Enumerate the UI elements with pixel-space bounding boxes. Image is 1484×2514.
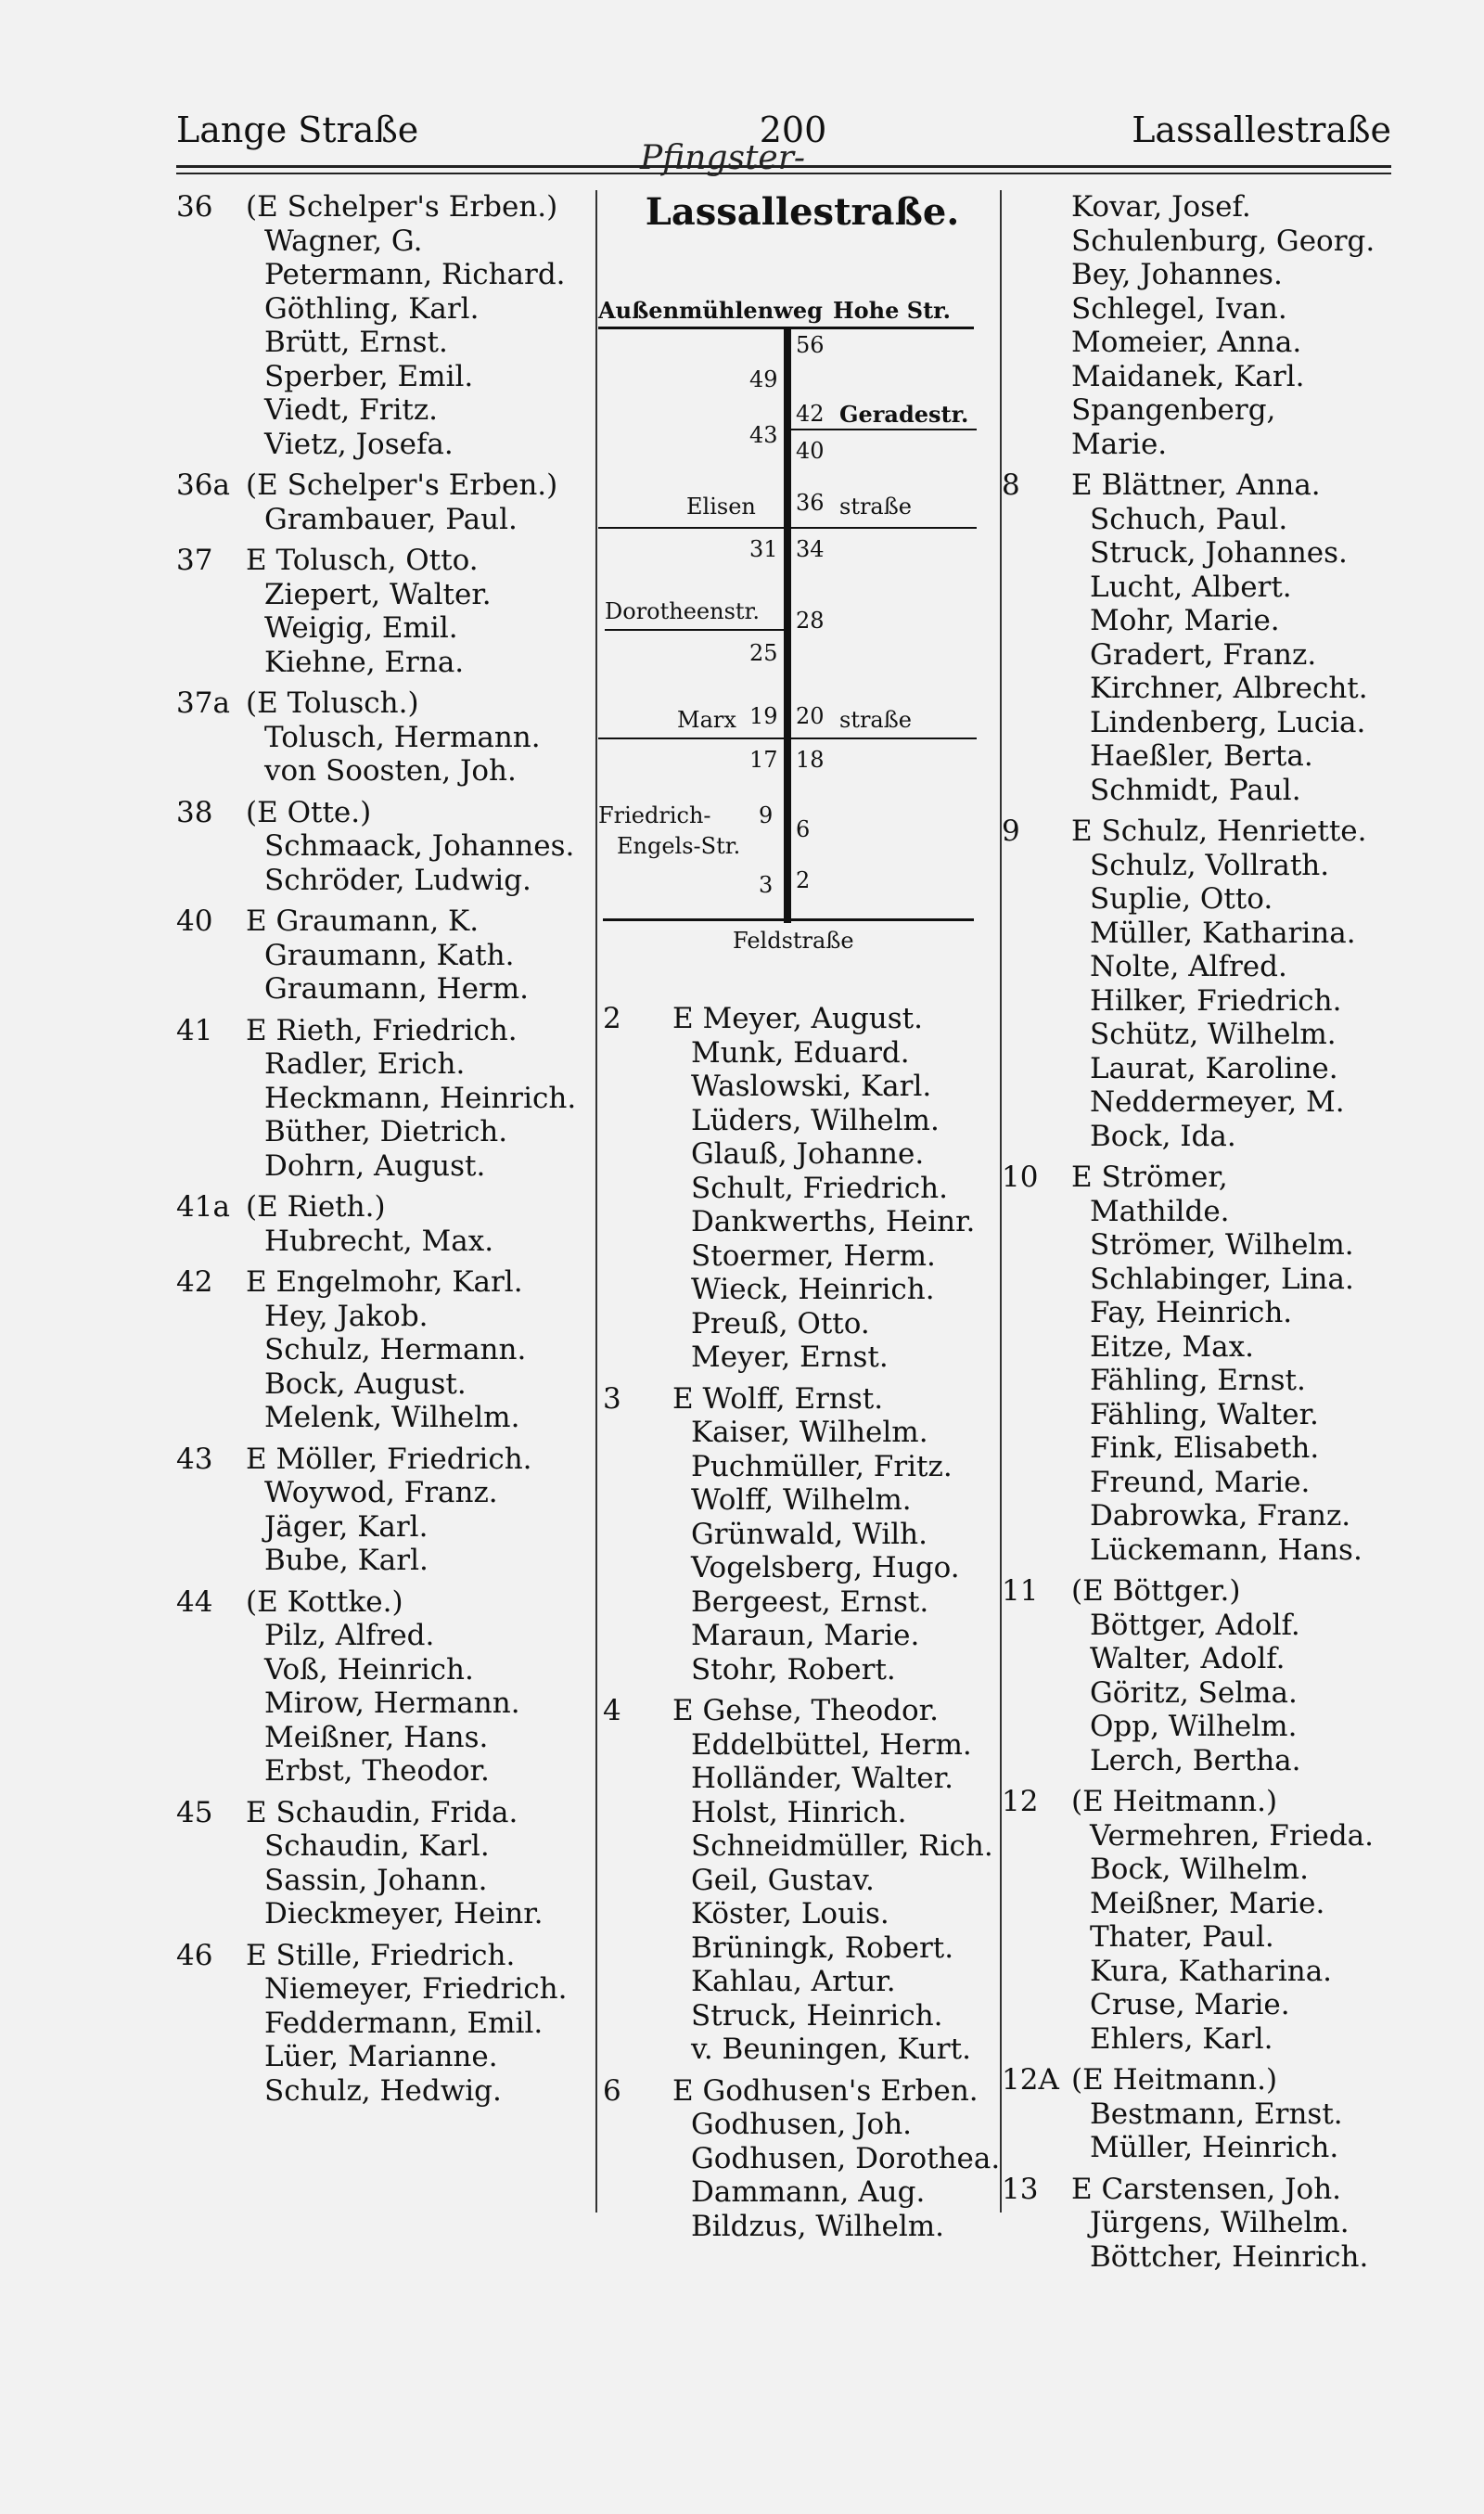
resident-line: Mirow, Hermann.	[264, 1687, 520, 1720]
house-entry	[176, 1443, 584, 1578]
owner-line: E Meyer, August.	[672, 1002, 923, 1035]
owner-line: (E Heitmann.)	[1071, 1785, 1278, 1818]
resident-line: Munk, Eduard.	[691, 1035, 910, 1070]
resident-line: Puchmüller, Fritz.	[691, 1449, 953, 1483]
resident-line: Stoermer, Herm.	[691, 1238, 936, 1273]
resident-line: Preuß, Otto.	[691, 1306, 870, 1340]
diagram-label-feldstrasse: Feldstraße	[733, 928, 854, 954]
resident-line: Dankwerths, Heinr.	[691, 1205, 976, 1238]
diagram-cross-line	[598, 527, 977, 529]
diagram-main-street	[784, 329, 791, 923]
resident-line: Momeier, Anna.	[1071, 326, 1302, 359]
resident-line: Schlegel, Ivan.	[1071, 291, 1287, 326]
house-entry	[176, 1014, 584, 1184]
diagram-number: 9	[759, 802, 774, 828]
house-number: 4	[603, 1694, 621, 1727]
house-entry	[1002, 1785, 1410, 2056]
resident-line: Opp, Wilhelm.	[1090, 1710, 1298, 1743]
resident-line: Woywod, Franz.	[264, 1476, 498, 1509]
house-entry	[603, 1002, 1002, 1375]
owner-line: (E Rieth.)	[246, 1190, 386, 1224]
resident-line: Schmaack, Johannes.	[264, 829, 575, 863]
diagram-cross-line	[605, 629, 784, 631]
house-entry	[176, 686, 584, 789]
resident-line: Köster, Louis.	[691, 1897, 889, 1930]
resident-line: Schlabinger, Lina.	[1090, 1262, 1354, 1296]
resident-line: Kahlau, Artur.	[691, 1965, 896, 1998]
resident-line: Göritz, Selma.	[1090, 1675, 1298, 1710]
resident-line: Hilker, Friedrich.	[1090, 983, 1342, 1018]
diagram-label-aussenmuehlenweg: Außenmühlenweg	[598, 297, 823, 324]
house-entry	[176, 544, 584, 679]
resident-line: Bock, Ida.	[1090, 1119, 1236, 1153]
resident-line: Radler, Erich.	[264, 1047, 466, 1081]
house-entry	[1002, 190, 1410, 461]
resident-line: Bube, Karl.	[264, 1544, 429, 1577]
resident-line: Maraun, Marie.	[691, 1619, 920, 1652]
owner-line: E Blättner, Anna.	[1071, 468, 1321, 502]
house-number: 36a	[176, 468, 230, 502]
owner-line: E Engelmohr, Karl.	[246, 1265, 523, 1299]
resident-line: Wagner, G.	[264, 224, 423, 258]
resident-line: Jäger, Karl.	[264, 1509, 429, 1544]
resident-line: Bergeest, Ernst.	[691, 1584, 929, 1619]
resident-line: Kiehne, Erna.	[264, 645, 465, 679]
diagram-number: 34	[796, 536, 825, 562]
house-entry	[176, 1190, 584, 1258]
house-number: 12	[1002, 1785, 1039, 1818]
resident-line: Eddelbüttel, Herm.	[691, 1727, 972, 1762]
resident-line: Hey, Jakob.	[264, 1299, 429, 1333]
resident-line: Meißner, Hans.	[264, 1720, 489, 1754]
house-number: 37	[176, 544, 213, 577]
resident-line: Dammann, Aug.	[691, 2175, 926, 2209]
house-entry	[176, 904, 584, 1007]
street-diagram	[594, 278, 1002, 983]
resident-line: Lüer, Marianne.	[264, 2040, 498, 2073]
owner-line: (E Heitmann.)	[1071, 2063, 1278, 2097]
column-middle	[603, 1002, 1002, 2251]
diagram-label-marx: Marx	[677, 707, 736, 733]
house-number: 38	[176, 795, 213, 829]
resident-line: Brütt, Ernst.	[264, 326, 448, 359]
resident-line: Viedt, Fritz.	[264, 393, 438, 427]
diagram-number: 40	[796, 438, 825, 464]
resident-line: Petermann, Richard.	[264, 258, 566, 291]
resident-line: Fay, Heinrich.	[1090, 1296, 1293, 1329]
resident-line: Bildzus, Wilhelm.	[691, 2209, 944, 2243]
owner-line: E Godhusen's Erben.	[672, 2073, 979, 2108]
house-number: 13	[1002, 2172, 1039, 2206]
resident-line: Dohrn, August.	[264, 1148, 486, 1183]
resident-line: Wolff, Wilhelm.	[691, 1483, 912, 1517]
owner-line: (E Otte.)	[246, 795, 372, 829]
resident-line: Schulz, Hedwig.	[264, 2073, 502, 2108]
diagram-number: 25	[749, 640, 778, 666]
resident-line: Erbst, Theodor.	[264, 1754, 490, 1788]
resident-line: Schaudin, Karl.	[264, 1829, 490, 1863]
resident-line: Maidanek, Karl.	[1071, 359, 1305, 393]
house-entry	[176, 1796, 584, 1931]
owner-line: E Stille, Friedrich.	[246, 1938, 516, 1972]
resident-line: Mohr, Marie.	[1090, 604, 1280, 637]
resident-line: Marie.	[1071, 427, 1168, 461]
resident-line: Waslowski, Karl.	[691, 1070, 932, 1103]
resident-line: Lückemann, Hans.	[1090, 1533, 1362, 1567]
diagram-number: 43	[749, 422, 778, 448]
diagram-number: 18	[796, 747, 825, 773]
owner-line: (E Schelper's Erben.)	[246, 190, 558, 224]
house-number: 40	[176, 904, 213, 938]
resident-line: Schulenburg, Georg.	[1071, 224, 1375, 258]
handwritten-annotation: Pfingster-	[640, 139, 806, 177]
owner-line: E Carstensen, Joh.	[1071, 2172, 1342, 2206]
resident-line: Godhusen, Dorothea.	[691, 2141, 1001, 2175]
house-number: 45	[176, 1795, 213, 1829]
owner-line: (E Böttger.)	[1071, 1574, 1241, 1608]
house-number: 43	[176, 1442, 213, 1476]
resident-line: Wieck, Heinrich.	[691, 1273, 935, 1306]
house-entry	[176, 468, 584, 536]
resident-line: Kirchner, Albrecht.	[1090, 672, 1368, 705]
resident-line: Bey, Johannes.	[1071, 258, 1283, 291]
owner-line: E Gehse, Theodor.	[672, 1694, 939, 1727]
house-entry	[1002, 2173, 1410, 2275]
owner-line: E Möller, Friedrich.	[246, 1442, 532, 1476]
diagram-number: 31	[749, 536, 778, 562]
resident-line: Melenk, Wilhelm.	[264, 1401, 520, 1434]
resident-line: Ziepert, Walter.	[264, 577, 492, 611]
resident-line: Sassin, Johann.	[264, 1863, 488, 1897]
diagram-number: 3	[759, 872, 774, 898]
house-number: 46	[176, 1938, 213, 1972]
resident-line: Fähling, Ernst.	[1090, 1364, 1306, 1397]
resident-line: Graumann, Herm.	[264, 972, 529, 1006]
page-number: 200	[759, 109, 827, 150]
diagram-number: 17	[749, 747, 778, 773]
resident-line: Strömer, Wilhelm.	[1090, 1228, 1354, 1262]
resident-line: Mathilde.	[1090, 1194, 1230, 1228]
diagram-number: 28	[796, 608, 825, 634]
resident-line: Lucht, Albert.	[1090, 570, 1292, 604]
resident-line: Vermehren, Frieda.	[1090, 1818, 1375, 1853]
resident-line: Schröder, Ludwig.	[264, 863, 531, 897]
resident-line: Haeßler, Berta.	[1090, 739, 1313, 773]
diagram-cross-line	[791, 429, 977, 430]
resident-line: Büther, Dietrich.	[264, 1115, 508, 1148]
house-number: 2	[603, 1002, 621, 1035]
resident-line: Suplie, Otto.	[1090, 882, 1273, 916]
resident-line: Bock, August.	[264, 1366, 467, 1401]
resident-line: Eitze, Max.	[1090, 1329, 1254, 1364]
house-entry	[1002, 468, 1410, 807]
resident-line: Holst, Hinrich.	[691, 1795, 907, 1829]
resident-line: Nolte, Alfred.	[1090, 950, 1287, 983]
resident-line: Cruse, Marie.	[1090, 1988, 1290, 2021]
house-entry	[176, 1939, 584, 2109]
diagram-label-engels-str: Engels-Str.	[617, 833, 741, 859]
resident-line: Sperber, Emil.	[264, 359, 474, 393]
diagram-label-hohe-str: Hohe Str.	[833, 297, 951, 324]
resident-line: Böttcher, Heinrich.	[1090, 2239, 1369, 2274]
house-entry	[1002, 1574, 1410, 1777]
resident-line: Kura, Katharina.	[1090, 1954, 1333, 1988]
house-entry	[1002, 814, 1410, 1153]
owner-line: E Strömer,	[1071, 1161, 1228, 1194]
house-entry	[603, 1694, 1002, 2067]
house-entry	[603, 2074, 1002, 2244]
resident-line: Gradert, Franz.	[1090, 637, 1317, 672]
house-number: 41a	[176, 1190, 230, 1224]
resident-line: Jürgens, Wilhelm.	[1090, 2206, 1350, 2239]
resident-line: Holländer, Walter.	[691, 1762, 953, 1795]
resident-line: Böttger, Adolf.	[1090, 1608, 1300, 1642]
resident-line: Schmidt, Paul.	[1090, 773, 1301, 807]
street-title: Lassallestraße.	[645, 190, 960, 234]
resident-line: Dieckmeyer, Heinr.	[264, 1897, 544, 1930]
resident-line: Brüningk, Robert.	[691, 1930, 954, 1965]
resident-line: Kaiser, Wilhelm.	[691, 1416, 928, 1449]
resident-line: Müller, Katharina.	[1090, 916, 1356, 950]
resident-line: Voß, Heinrich.	[264, 1652, 474, 1687]
resident-line: Glauß, Johanne.	[691, 1137, 925, 1171]
resident-line: Schulz, Hermann.	[264, 1333, 527, 1366]
header-left-street: Lange Straße	[176, 109, 419, 150]
owner-line: E Wolff, Ernst.	[672, 1381, 884, 1416]
resident-line: Vogelsberg, Hugo.	[691, 1551, 960, 1584]
diagram-number: 2	[796, 867, 811, 893]
owner-line: E Rieth, Friedrich.	[246, 1013, 518, 1047]
resident-line: Pilz, Alfred.	[264, 1619, 435, 1652]
resident-line: Fähling, Walter.	[1090, 1397, 1319, 1431]
diagram-label-friedrich: Friedrich-	[598, 802, 711, 828]
house-entry	[176, 1585, 584, 1789]
house-number: 12A	[1002, 2063, 1059, 2097]
diagram-number: 42	[796, 401, 825, 427]
resident-line: Göthling, Karl.	[264, 291, 480, 326]
house-number: 44	[176, 1584, 213, 1619]
diagram-label-dorotheenstr: Dorotheenstr.	[605, 598, 761, 624]
column-left	[176, 190, 584, 2115]
column-right	[1002, 190, 1410, 2281]
resident-line: Feddermann, Emil.	[264, 2006, 544, 2040]
diagram-label-geradestr: Geradestr.	[839, 401, 969, 428]
resident-line: Bestmann, Ernst.	[1090, 2097, 1343, 2131]
resident-line: Müller, Heinrich.	[1090, 2131, 1339, 2164]
house-number: 42	[176, 1265, 213, 1299]
owner-line: E Graumann, K.	[246, 904, 480, 938]
house-number: 37a	[176, 686, 230, 720]
resident-line: Stohr, Robert.	[691, 1652, 896, 1687]
diagram-label-elisen: Elisen	[686, 494, 756, 519]
resident-line: Niemeyer, Friedrich.	[264, 1972, 568, 2006]
header-right-street: Lassallestraße	[1132, 109, 1391, 150]
diagram-number: 20	[796, 703, 825, 729]
house-number: 41	[176, 1013, 213, 1047]
house-number: 9	[1002, 814, 1020, 848]
owner-line: (E Tolusch.)	[246, 686, 419, 720]
owner-line: E Schaudin, Frida.	[246, 1795, 518, 1829]
house-number: 3	[603, 1381, 621, 1416]
resident-line: Hubrecht, Max.	[264, 1224, 494, 1258]
resident-line: Heckmann, Heinrich.	[264, 1081, 577, 1115]
resident-line: Godhusen, Joh.	[691, 2108, 913, 2141]
diagram-label-strasse: straße	[839, 494, 912, 519]
resident-line: Bock, Wilhelm.	[1090, 1853, 1309, 1886]
resident-line: Graumann, Kath.	[264, 938, 515, 972]
diagram-cross-line	[603, 918, 974, 921]
resident-line: Neddermeyer, M.	[1090, 1085, 1345, 1119]
resident-line: Vietz, Josefa.	[264, 427, 454, 461]
resident-line: v. Beuningen, Kurt.	[691, 2033, 971, 2066]
resident-line: Lüders, Wilhelm.	[691, 1103, 940, 1137]
diagram-label-strasse: straße	[839, 707, 912, 733]
diagram-number: 36	[796, 490, 825, 516]
diagram-number: 19	[749, 703, 778, 729]
diagram-number: 49	[749, 366, 778, 392]
resident-line: Schuch, Paul.	[1090, 502, 1288, 536]
resident-line: Dabrowka, Franz.	[1090, 1499, 1351, 1533]
resident-line: von Soosten, Joh.	[264, 754, 517, 788]
house-number: 6	[603, 2073, 621, 2108]
house-entry	[176, 190, 584, 461]
resident-line: Fink, Elisabeth.	[1090, 1431, 1320, 1465]
house-entry	[176, 796, 584, 898]
resident-line: Grünwald, Wilh.	[691, 1517, 928, 1551]
resident-line: Laurat, Karoline.	[1090, 1051, 1338, 1085]
house-entry	[1002, 1161, 1410, 1567]
house-entry	[603, 1382, 1002, 1687]
resident-line: Grambauer, Paul.	[264, 502, 518, 536]
owner-line: (E Kottke.)	[246, 1584, 403, 1619]
house-entry	[1002, 2063, 1410, 2165]
resident-line: Schütz, Wilhelm.	[1090, 1018, 1337, 1051]
diagram-number: 6	[796, 816, 811, 842]
resident-line: Ehlers, Karl.	[1090, 2021, 1273, 2056]
house-number: 11	[1002, 1574, 1039, 1608]
resident-line: Lindenberg, Lucia.	[1090, 705, 1366, 739]
resident-line: Tolusch, Hermann.	[264, 720, 541, 754]
house-number: 8	[1002, 468, 1020, 502]
owner-line: E Schulz, Henriette.	[1071, 814, 1367, 848]
owner-line: (E Schelper's Erben.)	[246, 468, 558, 502]
diagram-cross-line	[598, 738, 977, 739]
resident-line: Schult, Friedrich.	[691, 1171, 948, 1205]
house-number: 10	[1002, 1161, 1039, 1194]
resident-line: Meißner, Marie.	[1090, 1886, 1325, 1920]
resident-line: Walter, Adolf.	[1090, 1642, 1286, 1675]
owner-line: E Tolusch, Otto.	[246, 544, 479, 577]
resident-line: Spangenberg,	[1071, 393, 1276, 427]
house-entry	[176, 1265, 584, 1435]
resident-line: Schulz, Vollrath.	[1090, 848, 1330, 882]
resident-line: Freund, Marie.	[1090, 1465, 1311, 1499]
resident-line: Meyer, Ernst.	[691, 1340, 889, 1374]
resident-line: Geil, Gustav.	[691, 1863, 875, 1897]
resident-line: Weigig, Emil.	[264, 611, 458, 645]
resident-line: Lerch, Bertha.	[1090, 1743, 1301, 1777]
house-number: 36	[176, 190, 213, 224]
resident-line: Schneidmüller, Rich.	[691, 1829, 993, 1863]
resident-line: Struck, Johannes.	[1090, 536, 1348, 570]
resident-line: Thater, Paul.	[1090, 1920, 1274, 1954]
resident-line: Struck, Heinrich.	[691, 1998, 943, 2033]
resident-line: Kovar, Josef.	[1071, 190, 1251, 224]
diagram-number: 56	[796, 332, 825, 358]
